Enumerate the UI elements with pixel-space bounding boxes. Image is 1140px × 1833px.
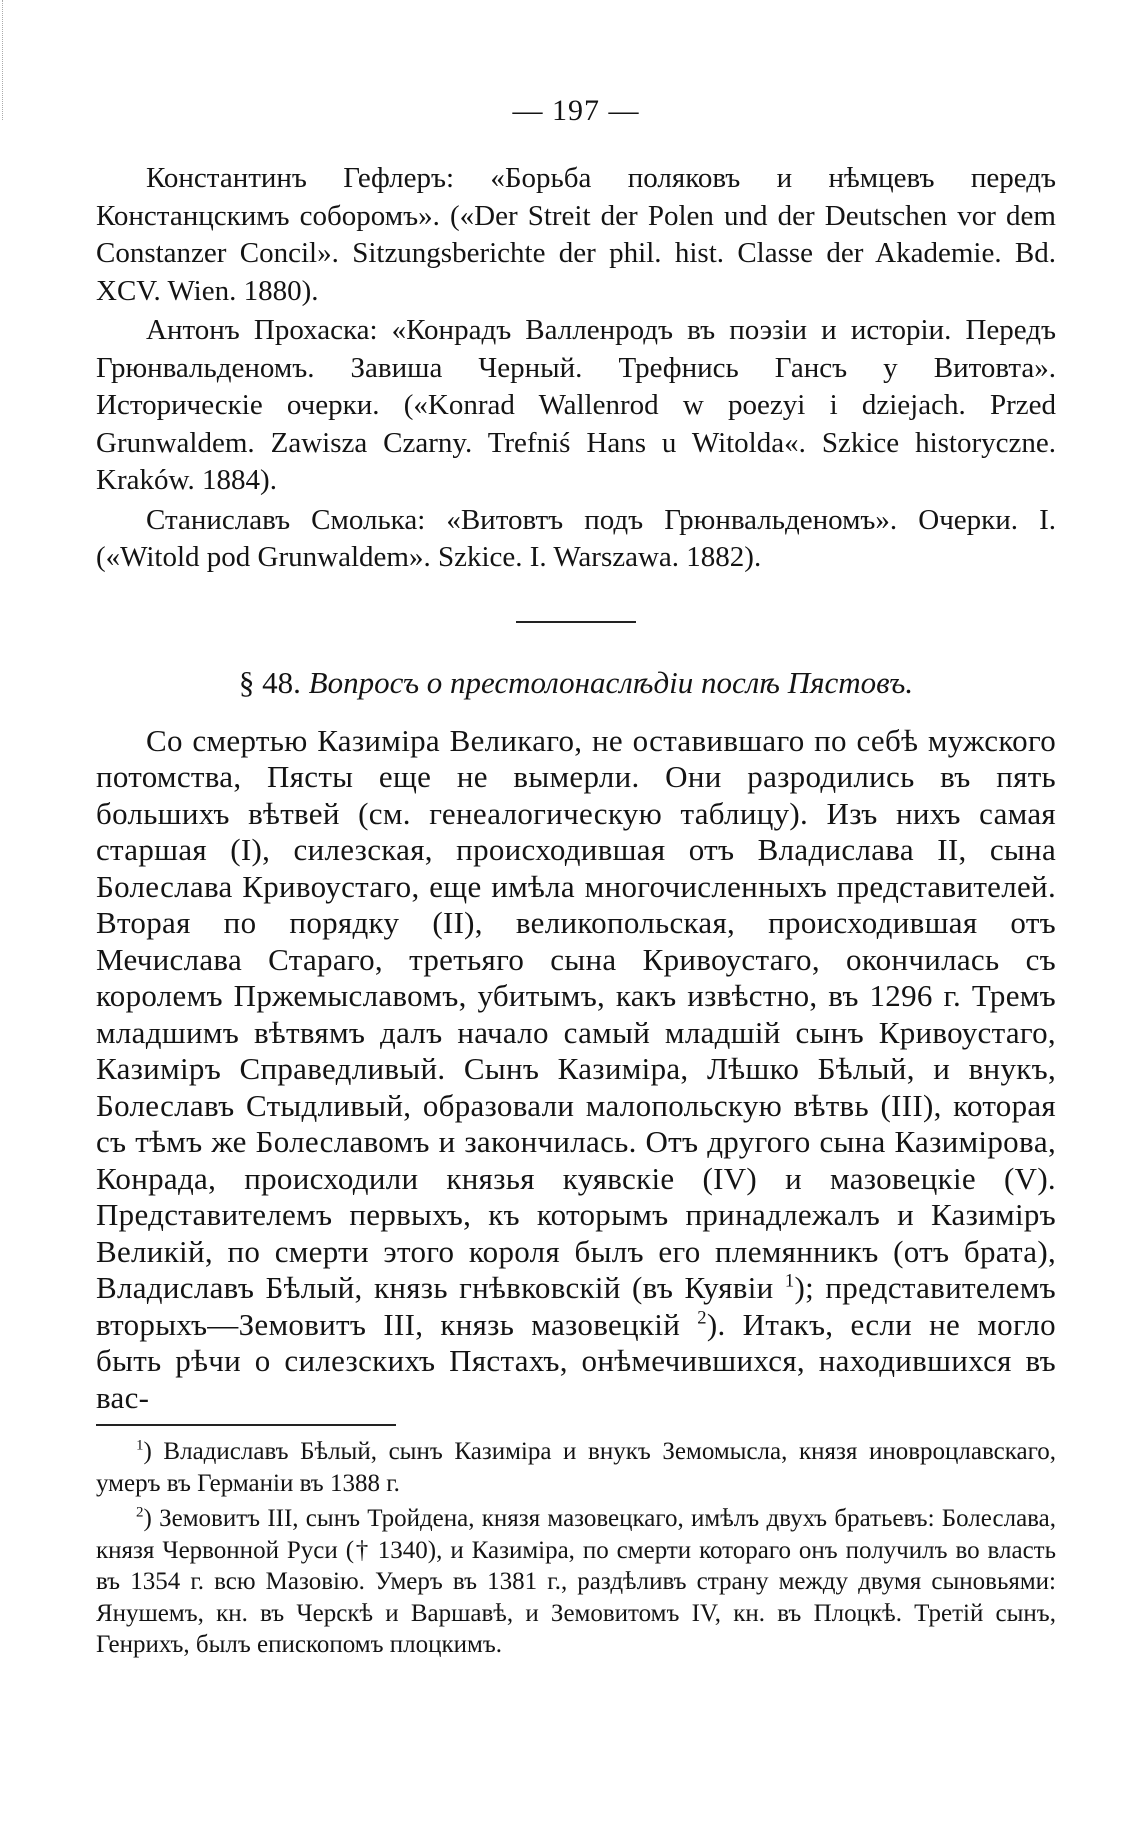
footnote [96, 1503, 1056, 1661]
section-number: § 48. [238, 664, 301, 700]
bibliography-entry: Антонъ Прохаска: «Конрадъ Валленродъ въ поэзіи и исторіи. Передъ Грюнвальденомъ. Завиша Черный. Трефнись Гансъ у Витовта». Историческіе очерки. («Konrad Wallenrod w poezyi i dziejach. Przed Grunwaldem. Zawisza Czarny. Trefniś Hans u Witolda«. Szkice historyczne. Kraków. 1884). [96, 314, 1056, 496]
section-divider [516, 621, 636, 623]
footnote-ref: 1 [784, 1270, 795, 1292]
footnotes [96, 1436, 1056, 1661]
footnote-ref: 2 [697, 1307, 707, 1329]
body-paragraph [96, 723, 1056, 1417]
page-number: — 197 — [512, 94, 640, 127]
book-page [96, 0, 1056, 1661]
scan-margin-mark [2, 0, 5, 120]
bibliography-list [96, 160, 1056, 577]
body-text-part: Со смертью Казиміра Великаго, не оставившаго по себѣ мужского потомства, Пясты еще не вымерли. Они разродились въ пять большихъ вѣтвей (см. генеалогическую таблицу). Изъ нихъ самая старшая (I), силезская, происходившая отъ Владислава II, сына Болеслава Кривоустаго, еще имѣла многочисленныхъ представителей. Вторая по порядку (II), великопольская, происходившая отъ Мечислава Стараго, третьяго сына Кривоустаго, окончилась съ королемъ Пржемыславомъ, убитымъ, какъ извѣстно, въ 1296 г. Тремъ младшимъ вѣтвямъ далъ начало самый младшій сынъ Кривоустаго, Казиміръ Справедливый. Сынъ Казиміра, Лѣшко Бѣлый, и внукъ, Болеславъ Стыдливый, образовали малопольскую вѣтвь (III), которая съ тѣмъ же Болеславомъ и закончилась. Отъ другого сына Казиміровa, Конрада, происходили князья куявскіе (IV) и мазовецкіе (V). Представителемъ первыхъ, къ которымъ принадлежалъ и Казиміръ Великій, по смерти этого короля былъ его племянникъ (отъ брата), Владиславъ Бѣлый, князь гнѣвковскій (въ Куявіи [96, 722, 1056, 1305]
section-heading [96, 665, 1056, 701]
footnote-divider [96, 1424, 396, 1426]
footnote-marker: 2 [136, 1504, 144, 1521]
footnote-text: ) Земовитъ III, сынъ Тройдена, князя мазовецкаго, имѣлъ двухъ братьевъ: Болеслава, князя Червонной Руси († 1340), и Казиміра, по смерти котораго онъ получилъ во власть въ 1354 г. всю Мазовію. Умеръ въ 1381 г., раздѣливъ страну между двумя сыновьями: Янушемъ, кн. въ Черскѣ и Варшавѣ, и Земовитомъ IV, кн. въ Плоцкѣ. Третій сынъ, Генрихъ, былъ епископомъ плоцкимъ. [96, 1505, 1056, 1658]
footnote-text: ) Владиславъ Бѣлый, сынъ Казиміра и внукъ Земомысла, князя иноврoцлавскаго, умеръ въ Германіи въ 1388 г. [96, 1438, 1056, 1497]
footnote-marker: 1 [136, 1437, 144, 1454]
section-title: Вопросъ о престолонаслѣдіи послѣ Пястовъ. [308, 664, 914, 700]
body-text-part: ). Итакъ, если не могло быть рѣчи о силезскихъ Пястахъ, онѣмечившихся, находившихся въ вас- [96, 1306, 1056, 1415]
body-text-part: ); представителемъ вторыхъ—Земовитъ III, князь мазовецкій [96, 1270, 1056, 1342]
footnote [96, 1436, 1056, 1499]
bibliography-entry: Станиславъ Смолька: «Витовтъ подъ Грюнвальденомъ». Очерки. I. («Witold pod Grunwaldem». Szkice. I. Warszawa. 1882). [96, 503, 1056, 573]
bibliography-entry: Константинъ Гефлеръ: «Борьба поляковъ и нѣмцевъ передъ Констанцскимъ соборомъ». («Der Streit der Polen und der Deutschen vor dem Constanzer Concil». Sitzungsberichte der phil. hist. Classe der Akademie. Bd. XCV. Wien. 1880). [96, 162, 1056, 307]
